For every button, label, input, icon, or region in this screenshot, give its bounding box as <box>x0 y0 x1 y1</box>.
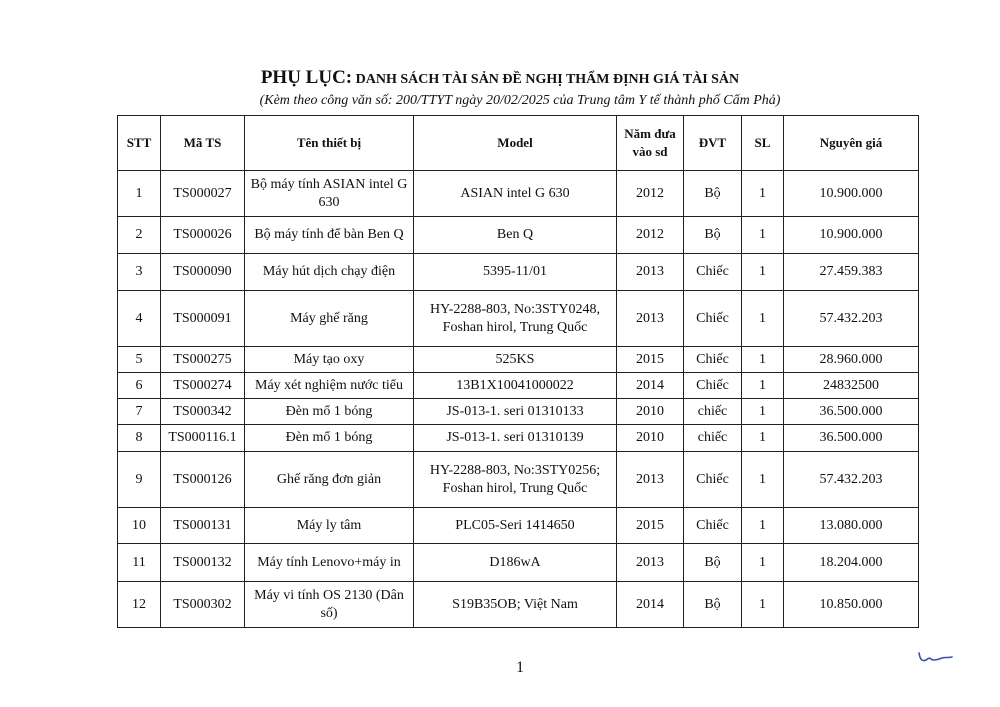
cell-ma-ts: TS000026 <box>161 217 245 254</box>
header-ten-thiet-bi: Tên thiết bị <box>245 116 414 171</box>
table-header-row <box>118 116 919 171</box>
cell-dvt: Chiếc <box>684 347 742 373</box>
cell-model: HY-2288-803, No:3STY0248, Foshan hirol, Trung Quốc <box>414 291 617 347</box>
cell-nguyen-gia: 36.500.000 <box>784 399 919 425</box>
title-rest: DANH SÁCH TÀI SẢN ĐỀ NGHỊ THẨM ĐỊNH GIÁ TÀI SẢN <box>352 72 740 87</box>
cell-nguyen-gia: 36.500.000 <box>784 425 919 452</box>
cell-nam: 2012 <box>617 171 684 217</box>
cell-model: JS-013-1. seri 01310133 <box>414 399 617 425</box>
signature-stroke <box>919 653 952 661</box>
cell-stt: 6 <box>118 373 161 399</box>
cell-ten-thiet-bi: Máy vi tính OS 2130 (Dân số) <box>245 582 414 628</box>
page-number: 1 <box>516 659 524 676</box>
cell-stt: 5 <box>118 347 161 373</box>
cell-model: D186wA <box>414 544 617 582</box>
cell-stt: 4 <box>118 291 161 347</box>
cell-ten-thiet-bi: Máy tạo oxy <box>245 347 414 373</box>
table-row <box>118 347 919 373</box>
header-nam-dua-vao-sd: Năm đưa vào sd <box>617 116 684 171</box>
cell-sl: 1 <box>742 171 784 217</box>
cell-nam: 2015 <box>617 508 684 544</box>
cell-dvt: Chiếc <box>684 452 742 508</box>
cell-sl: 1 <box>742 582 784 628</box>
header-ma-ts: Mã TS <box>161 116 245 171</box>
cell-ten-thiet-bi: Đèn mổ 1 bóng <box>245 399 414 425</box>
cell-ma-ts: TS000342 <box>161 399 245 425</box>
cell-ten-thiet-bi: Máy xét nghiệm nước tiểu <box>245 373 414 399</box>
cell-ten-thiet-bi: Ghế răng đơn giản <box>245 452 414 508</box>
cell-nam: 2015 <box>617 347 684 373</box>
cell-ma-ts: TS000275 <box>161 347 245 373</box>
table-row <box>118 452 919 508</box>
cell-dvt: Bộ <box>684 171 742 217</box>
table-row <box>118 171 919 217</box>
cell-sl: 1 <box>742 254 784 291</box>
cell-dvt: Bộ <box>684 582 742 628</box>
cell-stt: 9 <box>118 452 161 508</box>
cell-nam: 2014 <box>617 373 684 399</box>
cell-stt: 8 <box>118 425 161 452</box>
cell-ma-ts: TS000027 <box>161 171 245 217</box>
cell-sl: 1 <box>742 425 784 452</box>
cell-sl: 1 <box>742 452 784 508</box>
header-sl: SL <box>742 116 784 171</box>
table-row <box>118 582 919 628</box>
cell-sl: 1 <box>742 508 784 544</box>
cell-ten-thiet-bi: Máy ly tâm <box>245 508 414 544</box>
cell-dvt: Chiếc <box>684 254 742 291</box>
cell-nguyen-gia: 57.432.203 <box>784 452 919 508</box>
cell-nguyen-gia: 10.850.000 <box>784 582 919 628</box>
cell-stt: 1 <box>118 171 161 217</box>
cell-stt: 2 <box>118 217 161 254</box>
cell-model: Ben Q <box>414 217 617 254</box>
cell-ma-ts: TS000090 <box>161 254 245 291</box>
cell-nam: 2013 <box>617 452 684 508</box>
cell-dvt: Chiếc <box>684 373 742 399</box>
cell-dvt: Chiếc <box>684 291 742 347</box>
header-model: Model <box>414 116 617 171</box>
cell-ten-thiet-bi: Đèn mổ 1 bóng <box>245 425 414 452</box>
cell-sl: 1 <box>742 217 784 254</box>
cell-dvt: chiếc <box>684 399 742 425</box>
cell-stt: 3 <box>118 254 161 291</box>
cell-sl: 1 <box>742 544 784 582</box>
cell-sl: 1 <box>742 399 784 425</box>
cell-model: ASIAN intel G 630 <box>414 171 617 217</box>
cell-dvt: Bộ <box>684 217 742 254</box>
cell-nguyen-gia: 27.459.383 <box>784 254 919 291</box>
table-row <box>118 399 919 425</box>
table-row <box>118 508 919 544</box>
cell-model: 13B1X10041000022 <box>414 373 617 399</box>
cell-nguyen-gia: 13.080.000 <box>784 508 919 544</box>
cell-sl: 1 <box>742 291 784 347</box>
cell-nguyen-gia: 24832500 <box>784 373 919 399</box>
cell-ma-ts: TS000116.1 <box>161 425 245 452</box>
cell-ma-ts: TS000274 <box>161 373 245 399</box>
cell-nam: 2012 <box>617 217 684 254</box>
cell-model: PLC05-Seri 1414650 <box>414 508 617 544</box>
header-nguyen-gia: Nguyên giá <box>784 116 919 171</box>
cell-dvt: chiếc <box>684 425 742 452</box>
cell-nguyen-gia: 10.900.000 <box>784 217 919 254</box>
cell-model: JS-013-1. seri 01310139 <box>414 425 617 452</box>
table-row <box>118 217 919 254</box>
table-row <box>118 373 919 399</box>
cell-dvt: Chiếc <box>684 508 742 544</box>
cell-model: HY-2288-803, No:3STY0256; Foshan hirol, Trung Quốc <box>414 452 617 508</box>
document-title <box>0 68 1000 90</box>
cell-nguyen-gia: 10.900.000 <box>784 171 919 217</box>
cell-ten-thiet-bi: Máy ghế răng <box>245 291 414 347</box>
cell-sl: 1 <box>742 347 784 373</box>
cell-model: 5395-11/01 <box>414 254 617 291</box>
cell-nam: 2013 <box>617 291 684 347</box>
cell-nam: 2010 <box>617 425 684 452</box>
cell-ten-thiet-bi: Máy hút dịch chạy điện <box>245 254 414 291</box>
cell-stt: 11 <box>118 544 161 582</box>
cell-ma-ts: TS000302 <box>161 582 245 628</box>
cell-ma-ts: TS000126 <box>161 452 245 508</box>
asset-table <box>117 115 919 628</box>
header-stt: STT <box>118 116 161 171</box>
table-row <box>118 254 919 291</box>
document-subtitle: (Kèm theo công văn số: 200/TTYT ngày 20/02/2025 của Trung tâm Y tế thành phố Cẩm Phả) <box>259 93 781 108</box>
cell-nguyen-gia: 18.204.000 <box>784 544 919 582</box>
cell-ten-thiet-bi: Bộ máy tính ASIAN intel G 630 <box>245 171 414 217</box>
table-row <box>118 425 919 452</box>
cell-stt: 12 <box>118 582 161 628</box>
table-row <box>118 291 919 347</box>
cell-nam: 2013 <box>617 544 684 582</box>
title-lead: PHỤ LỤC: <box>260 67 353 88</box>
signature-mark <box>916 648 956 668</box>
cell-ma-ts: TS000132 <box>161 544 245 582</box>
cell-nam: 2013 <box>617 254 684 291</box>
cell-ma-ts: TS000091 <box>161 291 245 347</box>
cell-ma-ts: TS000131 <box>161 508 245 544</box>
cell-ten-thiet-bi: Bộ máy tính để bàn Ben Q <box>245 217 414 254</box>
table-row <box>118 544 919 582</box>
cell-sl: 1 <box>742 373 784 399</box>
cell-model: S19B35OB; Việt Nam <box>414 582 617 628</box>
cell-ten-thiet-bi: Máy tính Lenovo+máy in <box>245 544 414 582</box>
cell-stt: 10 <box>118 508 161 544</box>
cell-stt: 7 <box>118 399 161 425</box>
cell-dvt: Bộ <box>684 544 742 582</box>
cell-nam: 2014 <box>617 582 684 628</box>
cell-nguyen-gia: 57.432.203 <box>784 291 919 347</box>
cell-nam: 2010 <box>617 399 684 425</box>
cell-model: 525KS <box>414 347 617 373</box>
header-dvt: ĐVT <box>684 116 742 171</box>
cell-nguyen-gia: 28.960.000 <box>784 347 919 373</box>
